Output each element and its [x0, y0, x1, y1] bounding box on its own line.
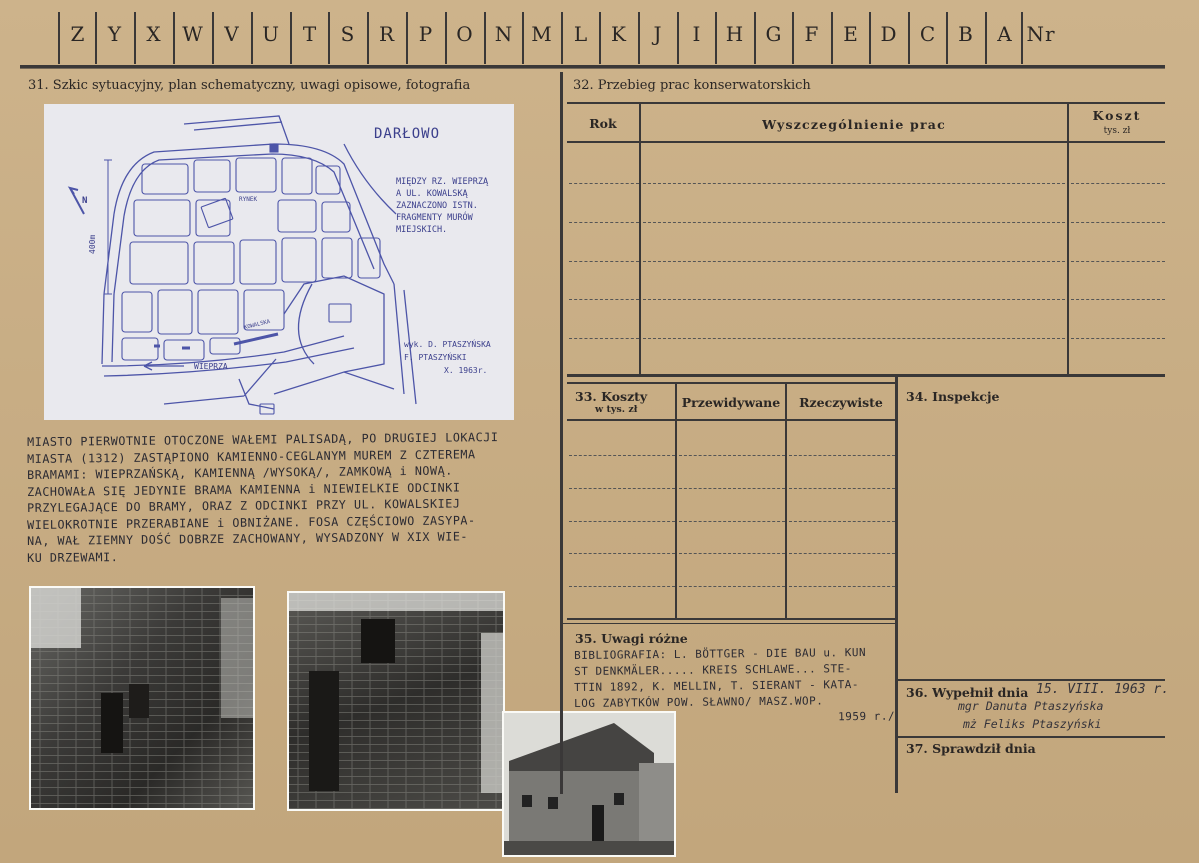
section34-title: 34. Inspekcje — [906, 389, 1000, 404]
s33-row-line — [569, 455, 675, 456]
s32-header-bottom — [567, 141, 1165, 143]
s33-col-planned: Przewidywane — [681, 395, 781, 410]
s33-col-actual: Rzeczywiste — [799, 395, 883, 410]
s32-row-line — [1071, 183, 1165, 184]
s33-row-line — [679, 521, 785, 522]
s32-row-line — [1071, 222, 1165, 223]
s32-row-line — [643, 222, 1065, 223]
map-square: RYNEK — [239, 196, 258, 203]
map-north: N — [82, 196, 88, 206]
s32-bottom — [567, 374, 1165, 377]
letter-cell: H — [725, 22, 745, 46]
letter-cell: O — [456, 22, 474, 46]
description-line: MIASTO PIERWOTNIE OTOCZONE WAŁEMI PALISADĄ, PO DRUGIEJ LOKACJI — [27, 430, 499, 449]
map-scale: 400m — [88, 234, 97, 254]
s33-header-bottom — [567, 419, 895, 421]
s32-row-line — [569, 338, 639, 339]
letter-cell: S — [340, 22, 356, 46]
map-note-line: A UL. KOWALSKĄ — [396, 189, 468, 199]
photo-gate-1 — [29, 586, 255, 810]
s32-top — [567, 102, 1165, 104]
letter-cell: V — [224, 22, 240, 46]
s33-col2 — [785, 382, 787, 618]
letter-cell: D — [880, 22, 898, 46]
s33-row-line — [679, 553, 785, 554]
description-line: NA, WAŁ ZIEMNY DOŚĆ DOBRZE ZACHOWANY, WYSADZONY W XIX WIE- — [27, 529, 469, 548]
s32-row-line — [569, 222, 639, 223]
map-author-line: F. PTASZYŃSKI — [404, 353, 467, 362]
section31-title: 31. Szkic sytuacyjny, plan schematyczny, uwagi opisowe, fotografia — [28, 78, 471, 93]
letter-cell: F — [804, 22, 820, 46]
map-river: WIEPRZA — [194, 362, 228, 371]
house-drawing — [504, 713, 674, 855]
letter-cell: E — [843, 22, 859, 46]
s32-col2 — [1067, 102, 1069, 374]
s33-row-line — [789, 521, 895, 522]
letter-cell: K — [611, 22, 627, 46]
s32-row-line — [1071, 261, 1165, 262]
map-note-line: MIEJSKICH. — [396, 225, 448, 235]
main-divider — [560, 72, 563, 794]
section35-line: BIBLIOGRAFIA: L. BÖTTGER - DIE BAU u. KUN — [574, 645, 867, 662]
s36-bottom — [898, 736, 1165, 738]
map-note — [396, 176, 488, 236]
letter-cell: P — [418, 22, 434, 46]
s33-row-line — [789, 586, 895, 587]
s32-col-cost-unit: tys. zł — [1103, 126, 1131, 136]
letter-cell: Nr — [1026, 22, 1056, 46]
letter-cell: R — [378, 22, 396, 46]
description — [27, 430, 567, 566]
letter-cell: Y — [107, 22, 123, 46]
s32-col-cost: Koszt — [1092, 108, 1142, 123]
description-line: PRZYLEGAJĄCE DO BRAMY, ORAZ Z ODCINKI PRZY UL. KOWALSKIEJ — [27, 496, 461, 515]
map-note-line: FRAGMENTY MURÓW — [396, 213, 473, 223]
section35-title: 35. Uwagi różne — [575, 631, 688, 646]
letter-cell: B — [958, 22, 974, 46]
section36-sign-1: mgr Danuta Ptaszyńska — [958, 699, 1104, 713]
s32-row-line — [643, 299, 1065, 300]
section35-line: ST DENKMÄLER..... KREIS SCHLAWE... STE- — [574, 662, 852, 678]
s33-bottom — [567, 618, 895, 620]
s32-row-line — [643, 338, 1065, 339]
letter-cell: N — [494, 22, 514, 46]
photo-gate-2 — [287, 591, 505, 811]
description-line: MIASTA (1312) ZASTĄPIONO KAMIENNO-CEGLANYM MUREM Z CZTEREMA — [27, 446, 476, 466]
brick-texture — [31, 588, 253, 808]
map-note-line: ZAZNACZONO ISTN. — [396, 201, 478, 211]
map-street: KOWALSKA — [243, 318, 271, 332]
s33-row-line — [569, 553, 675, 554]
s32-row-line — [569, 299, 639, 300]
section35-line: 1959 r./ — [837, 709, 896, 724]
letter-cell: U — [262, 22, 280, 46]
map-sketch — [44, 104, 514, 420]
header-rule-thin — [20, 68, 1165, 69]
s32-row-line — [1071, 299, 1165, 300]
map-note-line: MIĘDZY RZ. WIEPRZĄ — [396, 177, 489, 187]
s33-col1 — [675, 382, 677, 618]
section37-title: 37. Sprawdził dnia — [906, 741, 1036, 756]
description-line: WIELOKROTNIE PRZERABIANE i OBNIŻANE. FOSA CZĘŚCIOWO ZASYPA- — [27, 512, 476, 532]
letter-cell: C — [919, 22, 937, 46]
letter-cell: X — [146, 22, 162, 46]
section32-title: 32. Przebieg prac konserwatorskich — [573, 78, 811, 93]
s33-top — [567, 382, 895, 384]
section35-line: LOG ZABYTKÓW POW. SŁAWNO/ MASZ.WOP. — [574, 694, 824, 710]
s33-row-line — [569, 521, 675, 522]
s33-row-line — [789, 455, 895, 456]
s33-row-line — [569, 586, 675, 587]
s33-row-line — [679, 455, 785, 456]
section33-title: 33. Koszty — [575, 389, 648, 404]
section36-date: 15. VIII. 1963 r. — [1036, 682, 1170, 697]
s33-row-line — [679, 488, 785, 489]
section35-line: TTIN 1892, K. MELLIN, T. SIERANT - KATA- — [574, 678, 860, 694]
s33-row-line — [789, 553, 895, 554]
description-line: ZACHOWAŁA SIĘ JEDYNIE BRAMA KAMIENNA i NIEWIELKIE ODCINKI — [27, 479, 461, 499]
s32-col1 — [639, 102, 641, 374]
letter-cell: Z — [70, 22, 86, 46]
right-divider — [895, 377, 898, 793]
map-author — [404, 338, 491, 377]
letter-cell: J — [653, 22, 663, 46]
s34-bottom — [898, 679, 1165, 681]
s32-row-line — [1071, 338, 1165, 339]
map-city: DARŁOWO — [374, 126, 441, 142]
section36-title: 36. Wypełnił dnia — [906, 685, 1029, 700]
letter-cell: I — [692, 22, 702, 46]
letter-cell: T — [302, 22, 318, 46]
section35-notes — [574, 645, 896, 728]
letter-cell: G — [765, 22, 783, 46]
s32-row-line — [643, 183, 1065, 184]
s32-col-year: Rok — [589, 116, 617, 131]
s32-col-desc: Wyszczególnienie prac — [762, 117, 946, 132]
photo-street-house — [502, 711, 676, 857]
s32-row-line — [643, 261, 1065, 262]
section33-unit: w tys. zł — [595, 404, 638, 415]
section36-sign-2: mż Feliks Ptaszyński — [963, 717, 1102, 731]
letter-cell: L — [573, 22, 589, 46]
map-author-line: X. 1963r. — [444, 366, 488, 375]
s33-row-line — [679, 586, 785, 587]
description-line: BRAMAMI: WIEPRZAŃSKĄ, KAMIENNĄ /WYSOKĄ/, ZAMKOWĄ i NOWĄ. — [27, 463, 453, 482]
letter-cell: M — [531, 22, 553, 46]
s32-row-line — [569, 183, 639, 184]
map-author-line: wyk. D. PTASZYŃSKA — [404, 340, 491, 349]
letter-cell: W — [182, 22, 204, 46]
brick-texture-2 — [289, 593, 503, 809]
s33-row-line — [789, 488, 895, 489]
s32-row-line — [569, 261, 639, 262]
description-line: KU DRZEWAMI. — [27, 549, 119, 565]
s33-row-line — [569, 488, 675, 489]
letter-cell: A — [997, 22, 1013, 46]
s35-top — [563, 623, 895, 624]
